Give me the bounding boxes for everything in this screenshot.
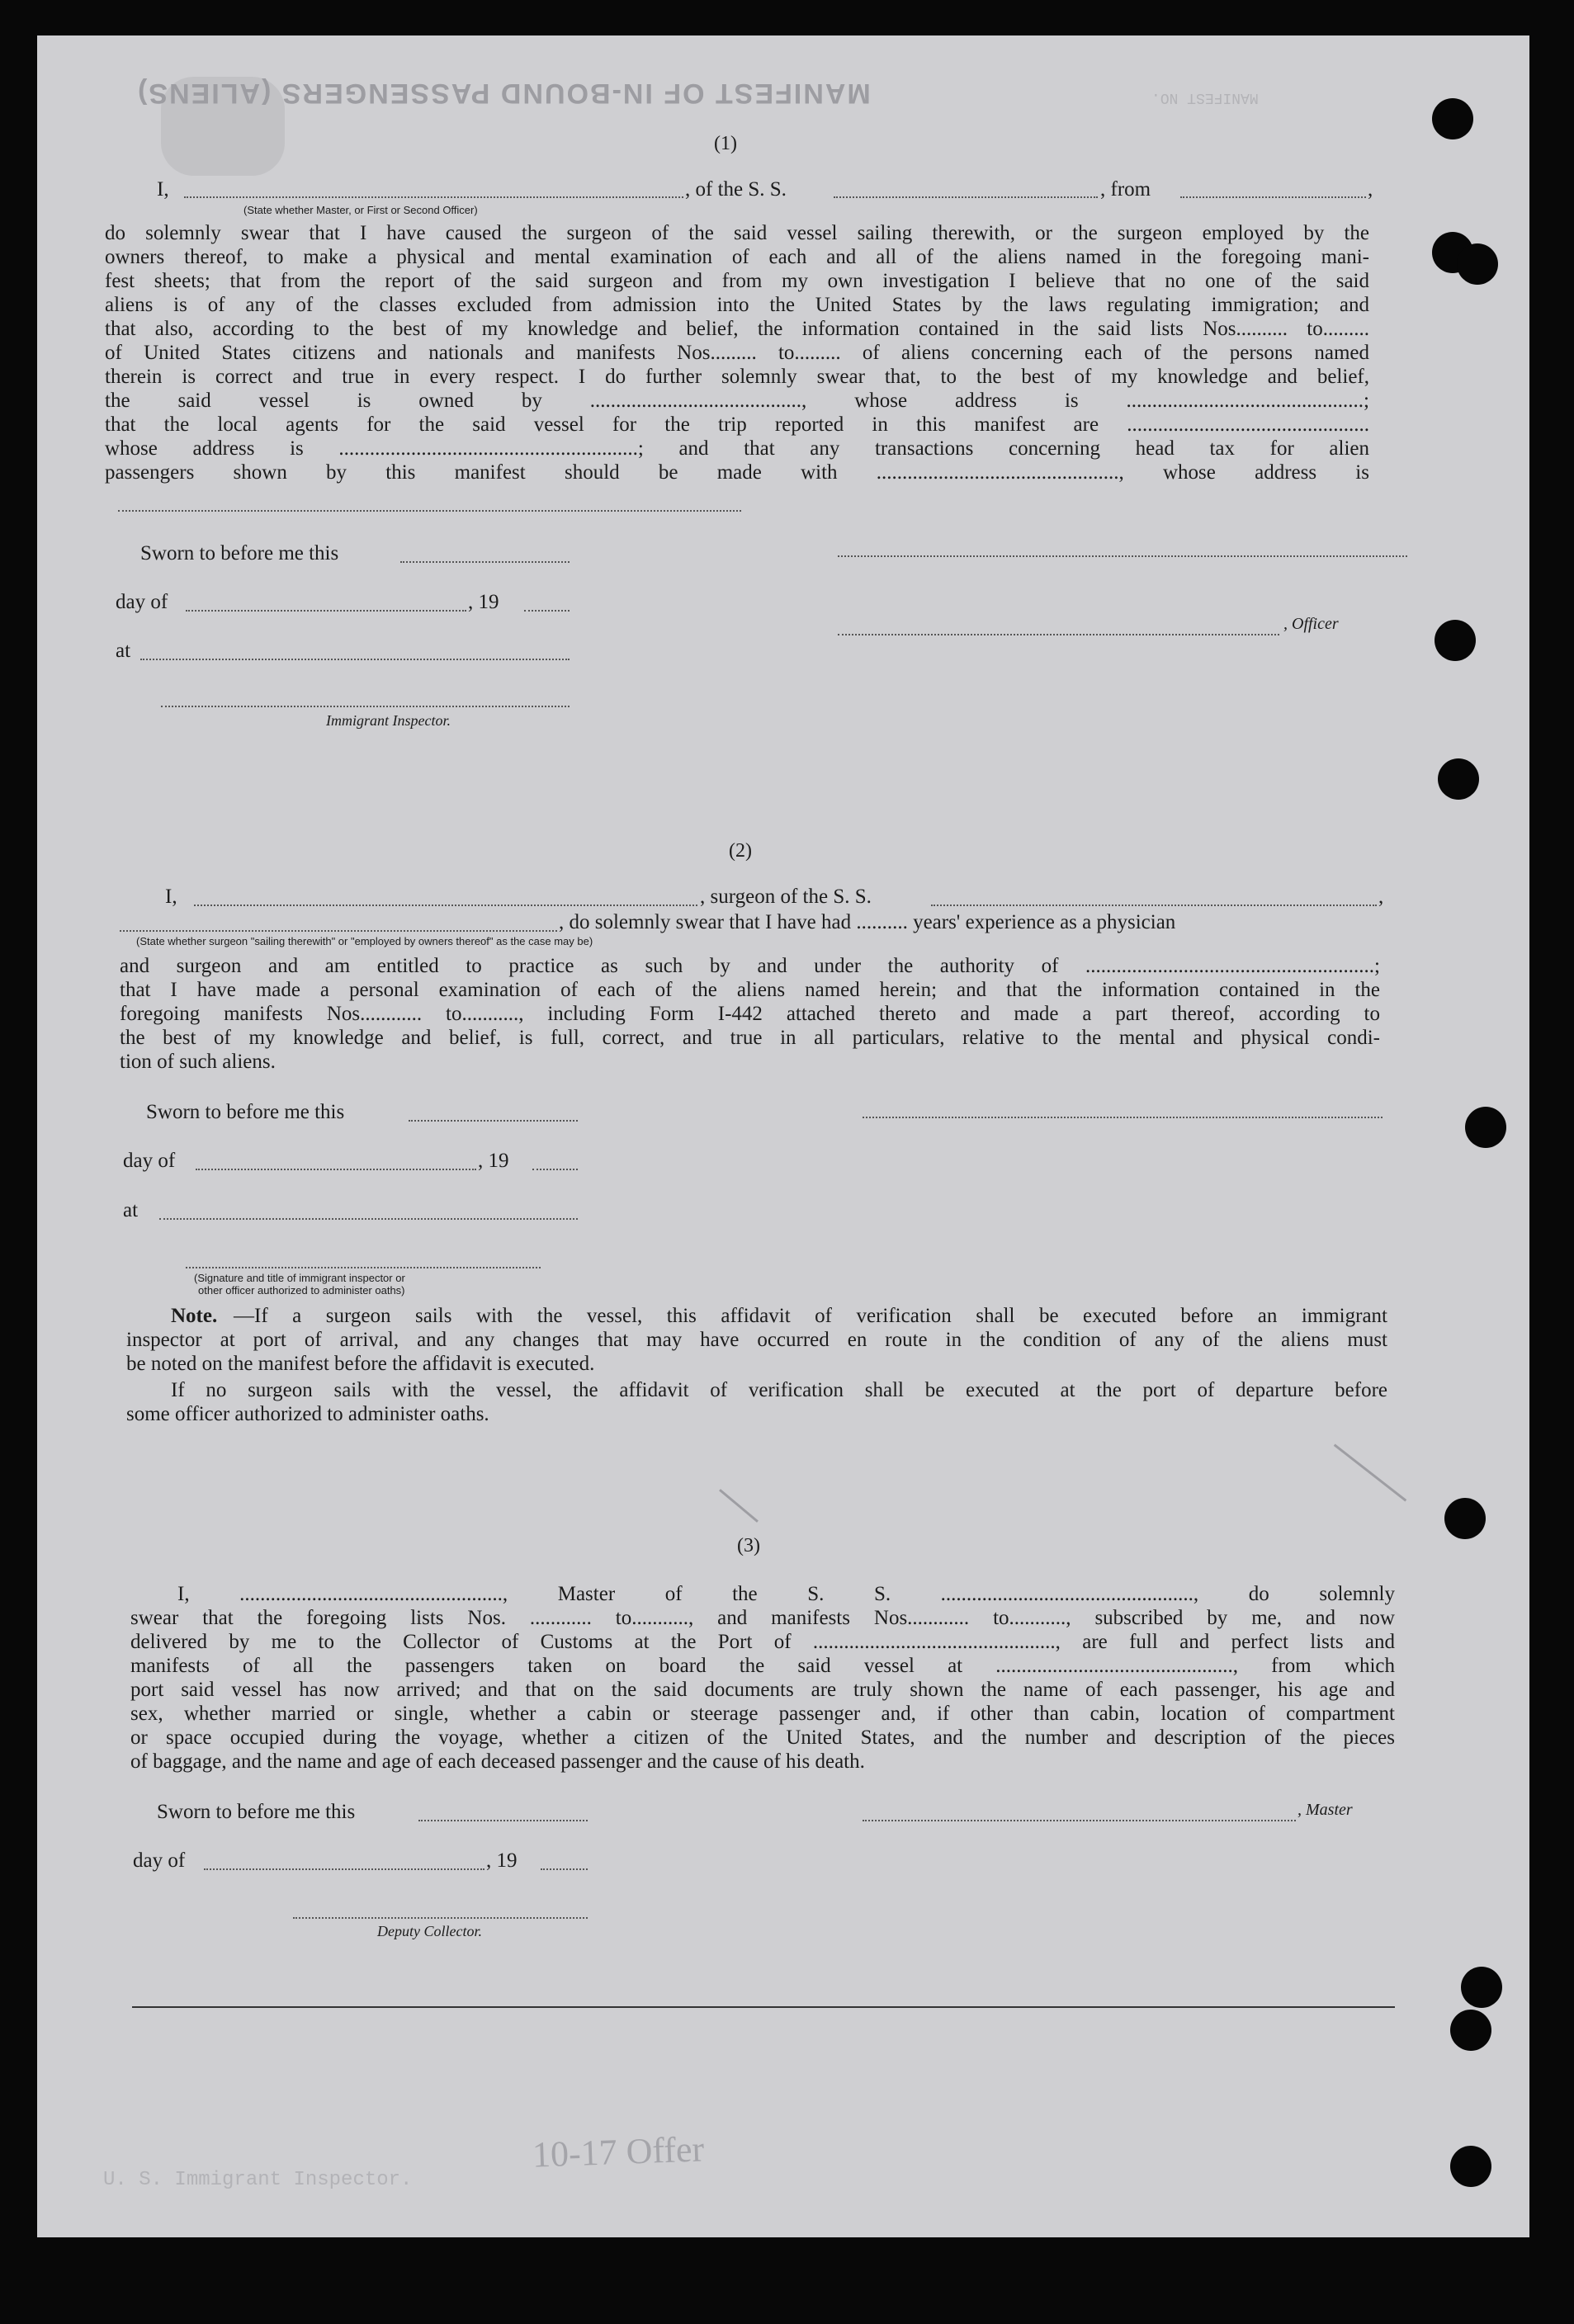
s1-text-line: aliens is of any of the classes excluded from admission into the United States by the laws regulating immigration; and (105, 294, 1369, 316)
s3-day-of-label: day of (133, 1849, 186, 1872)
s3-year-label: , 19 (486, 1849, 518, 1872)
s2-surgeon-label: , surgeon of the S. S. (700, 886, 872, 908)
bottom-rule (132, 2006, 1395, 2008)
s2-month-field[interactable] (196, 1169, 476, 1170)
s1-from-label: , from (1100, 178, 1151, 201)
s1-text-line: whose address is ..........................................................; and that any transactions concerning head tax for alien (105, 437, 1369, 460)
s2-note2-line: some officer authorized to administer oaths. (126, 1403, 489, 1425)
s1-of-ss-label: , of the S. S. (685, 178, 787, 201)
s2-sworn-day-field[interactable] (409, 1120, 578, 1122)
handwritten-note: 10-17 Offer (532, 2128, 705, 2175)
punch-hole (1450, 2146, 1491, 2187)
s2-swear-line: , do solemnly swear that I have had .......... years' experience as a physician (559, 911, 1176, 933)
s3-text-line: I, ..................................................., Master of the S. S. ................................................., do solemnly (177, 1583, 1395, 1605)
punch-hole (1432, 98, 1473, 139)
s1-text-line: passengers shown by this manifest should be made with ..............................................., whose address is (105, 461, 1369, 484)
s3-year-field[interactable] (541, 1868, 588, 1870)
s1-text-line: of United States citizens and nationals and manifests Nos......... to......... of aliens concerning each of the persons named (105, 342, 1369, 364)
s1-text-line: therein is correct and true in every respect. I do further solemnly swear that, to the best of my knowledge and belief, (105, 366, 1369, 388)
s3-month-field[interactable] (204, 1868, 484, 1870)
section-2-number: (2) (729, 840, 752, 862)
s3-sworn-day-field[interactable] (418, 1820, 588, 1821)
s1-inspector-signature-field[interactable] (161, 706, 570, 707)
s1-comma: , (1368, 178, 1373, 201)
s3-text-line: sex, whether married or single, whether a cabin or steerage passenger and, if other than cabin, location of compartment (130, 1703, 1395, 1725)
bleed-manifest-no: MANIFEST NO. (1151, 88, 1259, 106)
s2-note-line: be noted on the manifest before the affidavit is executed. (126, 1353, 595, 1375)
s2-at-label: at (123, 1199, 139, 1221)
s1-sworn-label: Sworn to before me this (140, 542, 339, 564)
s1-sworn-day-field[interactable] (400, 561, 570, 563)
s2-text-line: and surgeon and am entitled to practice as such by and under the authority of ........................................................; (120, 955, 1380, 977)
s1-year-field[interactable] (524, 610, 570, 612)
s1-i-label: I, (157, 178, 169, 201)
s3-text-line: or space occupied during the voyage, whether a citizen of the United States, and the number and description of the pieces (130, 1726, 1395, 1749)
s1-text-line: that the local agents for the said vessel for the trip reported in this manifest are ............................................... (105, 413, 1369, 436)
s3-text-line: delivered by me to the Collector of Customs at the Port of ..............................................., are full and perfect lists and (130, 1631, 1395, 1653)
punch-hole (1457, 243, 1498, 285)
punch-hole (1438, 758, 1479, 800)
s3-text-line: swear that the foregoing lists Nos. ............ to..........., and manifests Nos............ to..........., subscribed by me, and now (130, 1607, 1395, 1629)
s1-vessel-name-field[interactable] (834, 196, 1098, 198)
pencil-mark (719, 1489, 759, 1523)
s1-text-line: that also, according to the best of my knowledge and belief, the information contained in the said lists Nos.......... to......... (105, 318, 1369, 340)
s2-signature-note: other officer authorized to administer oaths) (198, 1284, 405, 1297)
s2-signature-note: (Signature and title of immigrant inspector or (194, 1272, 405, 1284)
s1-signature-field[interactable] (838, 555, 1407, 557)
s1-address-field[interactable] (118, 510, 741, 512)
s1-day-of-label: day of (116, 591, 168, 613)
s2-official-signature-field[interactable] (186, 1267, 541, 1268)
s2-at-field[interactable] (159, 1218, 578, 1220)
s2-surgeon-note: (State whether surgeon "sailing therewith" or "employed by owners thereof" as the case may be) (136, 935, 593, 947)
s1-text-line: do solemnly swear that I have caused the surgeon of the said vessel sailing therewith, or the surgeon employed by the (105, 222, 1369, 244)
s3-sworn-label: Sworn to before me this (157, 1801, 356, 1823)
punch-hole (1435, 620, 1476, 661)
s1-at-label: at (116, 640, 131, 662)
document-page (37, 35, 1529, 2237)
s1-text-line: owners thereof, to make a physical and mental examination of each and all of the aliens named in the foregoing mani- (105, 246, 1369, 268)
s3-text-line: port said vessel has now arrived; and that on the said documents are truly shown the name of each passenger, his age and (130, 1679, 1395, 1701)
s2-note-line: inspector at port of arrival, and any changes that may have occurred en route in the condition of any of the aliens must (126, 1329, 1387, 1351)
s2-year-field[interactable] (532, 1169, 578, 1170)
s1-month-field[interactable] (186, 610, 466, 612)
pencil-mark (1334, 1443, 1407, 1501)
punch-hole (1450, 2010, 1491, 2051)
s3-collector-signature-field[interactable] (293, 1917, 588, 1919)
s2-text-line: foregoing manifests Nos............ to..........., including Form I-442 attached thereto and made a part thereof, according to (120, 1003, 1380, 1025)
punch-hole (1465, 1107, 1506, 1148)
s2-vessel-field[interactable] (931, 905, 1377, 906)
s1-officer-label: , Officer (1283, 615, 1339, 633)
s2-signature-field[interactable] (863, 1117, 1383, 1118)
s2-text-line: that I have made a personal examination of each of the aliens named herein; and that the information contained in the (120, 979, 1380, 1001)
punch-hole (1461, 1967, 1502, 2008)
s1-year-label: , 19 (468, 591, 499, 613)
s1-at-field[interactable] (140, 659, 570, 660)
s2-text-line: tion of such aliens. (120, 1051, 276, 1073)
s2-year-label: , 19 (478, 1150, 509, 1172)
s3-deputy-label: Deputy Collector. (377, 1923, 482, 1939)
s2-comma: , (1378, 886, 1384, 908)
s2-surgeon-status-field[interactable] (120, 930, 557, 932)
s1-text-line: the said vessel is owned by ........................................., whose address is ..............................................; (105, 390, 1369, 412)
s2-note2-line: If no surgeon sails with the vessel, the affidavit of verification shall be executed at the port of departure before (171, 1379, 1387, 1401)
s3-master-label: , Master (1297, 1801, 1353, 1819)
s3-text-line: manifests of all the passengers taken on board the said vessel at .............................................., from which (130, 1655, 1395, 1677)
s2-note-line: —If a surgeon sails with the vessel, this affidavit of verification shall be executed before an immigrant (234, 1305, 1387, 1327)
section-1-number: (1) (714, 133, 737, 154)
s3-text-line: of baggage, and the name and age of each deceased passenger and the cause of his death. (130, 1750, 865, 1773)
s2-sworn-label: Sworn to before me this (146, 1101, 345, 1123)
bleed-through-header: MANIFEST OF IN-BOUND PASSENGERS (ALIENS) (136, 78, 871, 109)
s1-inspector-label: Immigrant Inspector. (326, 712, 451, 729)
s1-officer-name-field[interactable] (184, 196, 683, 198)
s1-text-line: fest sheets; that from the report of the said surgeon and from my own investigation I believe that no one of the said (105, 270, 1369, 292)
s2-text-line: the best of my knowledge and belief, is full, correct, and true in all particulars, relative to the mental and physical condi- (120, 1027, 1380, 1049)
s2-i-label: I, (165, 886, 177, 908)
section-3-number: (3) (737, 1535, 760, 1556)
bleed-inspector-footer: U. S. Immigrant Inspector. (103, 2169, 413, 2191)
s2-day-of-label: day of (123, 1150, 176, 1172)
s3-master-signature-field[interactable] (863, 1820, 1296, 1821)
punch-hole (1444, 1498, 1486, 1539)
s1-officer-signature-field[interactable] (838, 634, 1279, 635)
s2-surgeon-name-field[interactable] (194, 905, 697, 906)
s2-note-label: Note. (171, 1305, 218, 1327)
s1-master-note: (State whether Master, or First or Second Officer) (243, 204, 478, 216)
s1-from-field[interactable] (1180, 196, 1366, 198)
